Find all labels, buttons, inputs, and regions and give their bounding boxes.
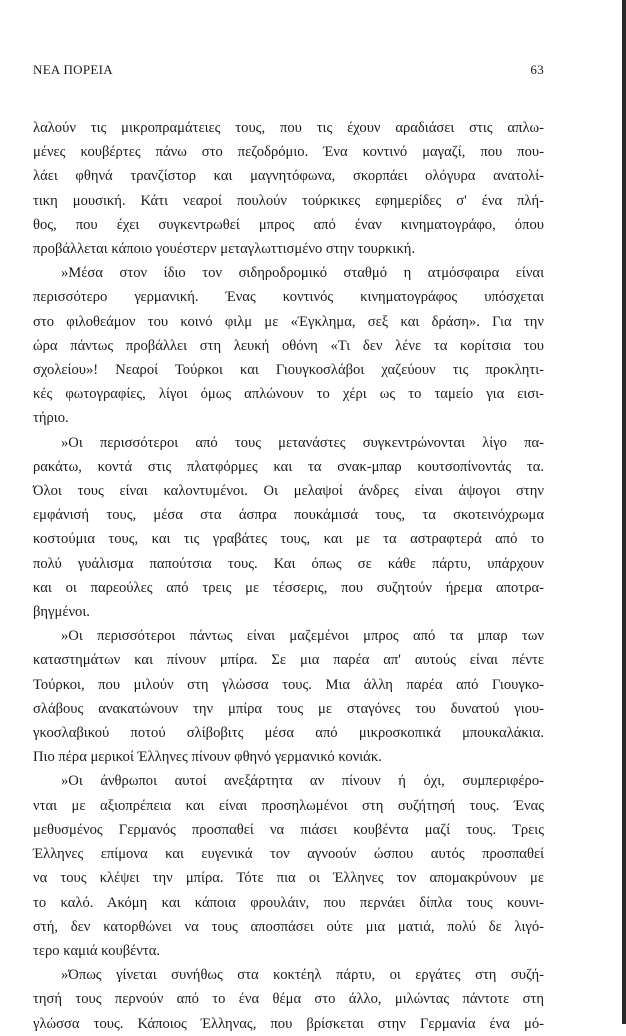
- text-line: στή, δεν κατορθώνει να τους αποσπάσει ούτε μια ματιά, πολύ δε λιγό-: [33, 918, 544, 935]
- text-line: κές φωτογραφίες, λίγοι όμως απλώνουν το χέρι ως το ταμείο για εισι-: [33, 386, 544, 403]
- text-line: κοστούμια τους, και τις γραβάτες τους, και με τα αστραφτερά από το: [33, 531, 544, 548]
- text-line: νται με αξιοπρέπεια και είναι προσηλωμένοι στη συζήτησή τους. Ένας: [33, 797, 544, 814]
- text-line: να τους κλέψει την μπίρα. Τότε πια οι Έλληνες τον απομακρύνουν με: [33, 870, 544, 887]
- text-line: τήριο.: [33, 410, 69, 427]
- text-line: και οι παρεούλες από τρεις με τέσσερις, που συζητούν ήρεμα αποτρα-: [33, 579, 544, 596]
- text-line: καταστημάτων και πίνουν μπίρα. Σε μια παρέα απ' αυτούς είναι πέντε: [33, 652, 544, 669]
- text-line: σχολείου»! Νεαροί Τούρκοι και Γιουγκοσλάβοι χαζεύουν τις προκλητι-: [33, 362, 544, 379]
- text-line: Έλληνες επίμονα και ευγενικά τον αγνοούν ώσπου αυτός προσπαθεί: [33, 846, 544, 863]
- text-line: Όλοι τους είναι καλοντυμένοι. Οι μελαψοί άνδρες είναι άψογοι στην: [33, 483, 544, 500]
- text-line: σλάβους ανακατώνουν την μπίρα τους με σταγόνες του δυνατού γιου-: [33, 700, 544, 717]
- text-line: τικη μουσική. Κάτι νεαροί πουλούν τούρκικες εφημερίδες σ' ένα πλή-: [33, 192, 544, 209]
- text-line: θος, που έχει συγκεντρωθεί μπρος από έναν κινηματογράφο, όπου: [33, 216, 544, 233]
- text-line: βηγμένοι.: [33, 604, 90, 621]
- text-line: προβάλλεται κάποιο γουέστερν μεταγλωττισμένο στην τουρκική.: [33, 241, 416, 258]
- text-line: Τούρκοι, που μιλούν στη γλώσσα τους. Μια άλλη παρέα από Γιουγκο-: [33, 676, 544, 693]
- text-line: ρακάτω, κοντά στις πλατφόρμες και τα σνακ-μπαρ κουτσοπίνοντάς τα.: [33, 458, 544, 475]
- text-line: λαλούν τις μικροπραμάτειες τους, που τις έχουν αραδιάσει στις απλω-: [33, 120, 544, 136]
- text-line: στο φιλοθεάμον του κοινό φιλμ με «Έγκλημα, σεξ και δράση». Για την: [33, 313, 544, 330]
- text-line: »Οι περισσότεροι από τους μετανάστες συγκεντρώνονται λίγο πα-: [61, 434, 544, 451]
- text-line: »Οι περισσότεροι πάντως είναι μαζεμένοι μπρος από τα μπαρ των: [61, 628, 544, 645]
- text-line: »Οι άνθρωποι αυτοί ανεξάρτητα αν πίνουν ή όχι, συμπεριφέρο-: [61, 773, 544, 790]
- text-line: »Μέσα στον ίδιο τον σιδηροδρομικό σταθμό η ατμόσφαιρα είναι: [61, 265, 544, 282]
- text-line: λάει φθηνά τρανζίστορ και μαγνητόφωνα, σκορπάει ολόγυρα ανατολί-: [33, 168, 544, 185]
- body-text: [33, 116, 544, 1036]
- text-line: πολύ γυάλισμα παπούτσια τους. Και όπως σε κάθε πάρτυ, υπάρχουν: [33, 555, 544, 572]
- text-line: ώρα πάντως προβάλλει στη λευκή οθόνη «Τι δεν λένε τα κορίτσια του: [33, 337, 544, 354]
- text-line: γκοσλαβικού ποτού σλίβοβιτς μέσα από μικροσκοπικά μπουκαλάκια.: [33, 725, 544, 742]
- running-head-title: ΝΕΑ ΠΟΡΕΙΑ: [33, 62, 113, 77]
- text-line: τερο καμιά κουβέντα.: [33, 942, 161, 959]
- text-line: Πιο πέρα μερικοί Έλληνες πίνουν φθηνό γερμανικό κονιάκ.: [33, 749, 382, 766]
- text-line: το καλό. Ακόμη και κάποια φρουλάιν, που περνάει δίπλα τους κουνι-: [33, 894, 544, 911]
- text-line: μεθυσμένος Γερμανός προσπαθεί να πιάσει κουβέντα μαζί τους. Τρεις: [33, 821, 544, 838]
- page-number: 63: [530, 62, 544, 77]
- text-line: τησή τους περνούν από το ένα θέμα στο άλλο, μιλώντας πάντοτε στη: [33, 991, 544, 1008]
- text-line: γλώσσα τους. Κάποιος Έλληνας, που βρίσκεται στην Γερμανία ένα μό-: [33, 1015, 544, 1032]
- text-line: εμφάνισή τους, μέσα στα άσπρα πουκάμισά τους, τα σκοτεινόχρωμα: [33, 507, 544, 524]
- page-edge: [622, 0, 626, 1024]
- text-line: μένες κουβέρτες πάνω στο πεζοδρόμιο. Ένα κοντινό μαγαζί, που που-: [33, 144, 544, 161]
- text-line: περισσότερο γερμανική. Ένας κοντινός κινηματογράφος υπόσχεται: [33, 289, 544, 306]
- text-line: »Όπως γίνεται συνήθως στα κοκτέηλ πάρτυ, οι εργάτες στη συζή-: [61, 967, 544, 984]
